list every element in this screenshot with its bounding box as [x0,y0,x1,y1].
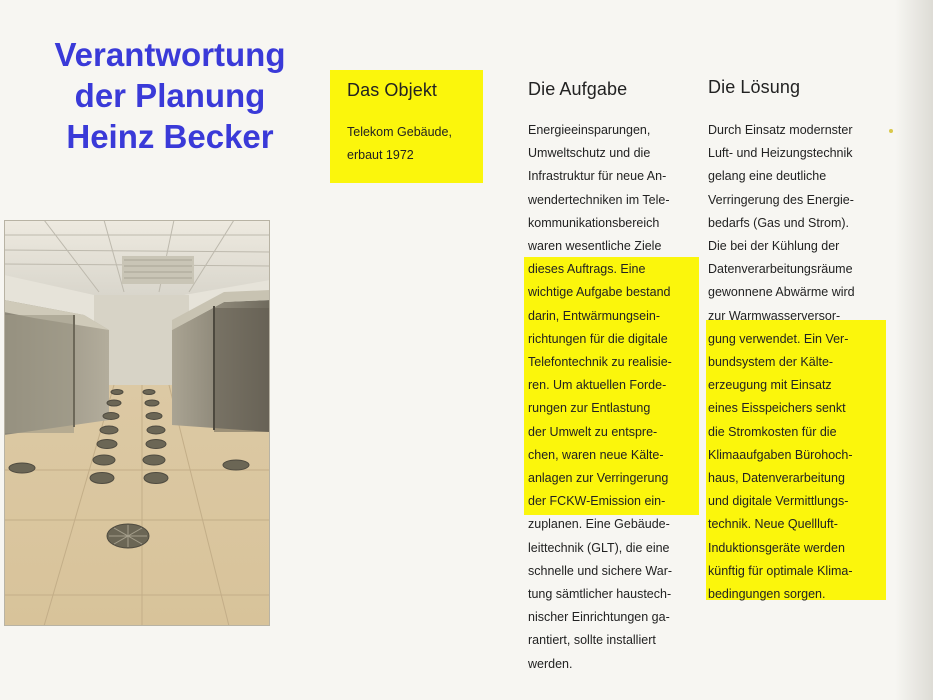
objekt-line: Telekom Gebäude, [347,125,452,139]
aufgabe-text [528,119,672,676]
loesung-line: gelang eine deutliche [708,169,827,184]
loesung-line: Die bei der Kühlung der [708,239,840,254]
loesung-line: Klimaaufgaben Bürohoch- [708,447,853,462]
aufgabe-line: nischer Einrichtungen ga- [528,610,670,625]
aufgabe-line: der Umwelt zu entspre- [528,424,658,439]
loesung-line: technik. Neue Quellluft- [708,517,838,532]
title-line-3: Heinz Becker [66,118,274,155]
loesung-line: Verringerung des Energie- [708,192,854,207]
aufgabe-line: waren wesentliche Ziele [528,239,662,254]
loesung-text [708,119,855,606]
loesung-line: gewonnene Abwärme wird [708,285,855,300]
aufgabe-heading: Die Aufgabe [528,79,628,99]
objekt-line: erbaut 1972 [347,148,414,163]
objekt-text [347,121,452,167]
loesung-line: bedingungen sorgen. [708,587,826,602]
aufgabe-line: Telefontechnik zu realisie- [528,355,672,370]
aufgabe-line: darin, Entwärmungsein- [528,308,661,323]
loesung-line: eines Eisspeichers senkt [708,401,846,416]
aufgabe-line: dieses Auftrags. Eine [528,262,646,277]
aufgabe-line: Energieeinsparungen, [528,123,651,137]
server-room-photo [4,220,270,626]
loesung-line: Induktionsgeräte werden [708,540,845,555]
loesung-line: haus, Datenverarbeitung [708,471,845,486]
aufgabe-line: tung sämtlicher haustech- [528,587,672,602]
loesung-line: bedarfs (Gas und Strom). [708,215,850,230]
loesung-line: gung verwendet. Ein Ver- [708,331,849,346]
loesung-heading: Die Lösung [708,77,801,97]
aufgabe-line: rungen zur Entlastung [528,401,651,416]
aufgabe-line: Umweltschutz und die [528,146,651,161]
aufgabe-line: Infrastruktur für neue An- [528,169,667,184]
aufgabe-line: schnelle und sichere War- [528,563,673,578]
page-edge-shadow [895,0,933,700]
page-title [20,34,320,157]
loesung-line: erzeugung mit Einsatz [708,378,832,393]
loesung-line: die Stromkosten für die [708,424,837,439]
loesung-line: und digitale Vermittlungs- [708,494,849,509]
loesung-line: Luft- und Heizungstechnik [708,146,853,161]
aufgabe-line: anlagen zur Verringerung [528,471,669,486]
aufgabe-line: zuplanen. Eine Gebäude- [528,517,670,532]
aufgabe-line: der FCKW-Emission ein- [528,494,666,509]
loesung-line: künftig für optimale Klima- [708,563,853,578]
decorative-dot [889,129,893,133]
title-line-2: der Planung [74,77,266,114]
aufgabe-line: chen, waren neue Kälte- [528,447,664,462]
aufgabe-line: wendertechniken im Tele- [528,192,670,207]
aufgabe-line: kommunikationsbereich [528,215,660,230]
aufgabe-line: wichtige Aufgabe bestand [528,285,671,300]
aufgabe-line: leittechnik (GLT), die eine [528,540,670,555]
aufgabe-line: ren. Um aktuellen Forde- [528,378,667,393]
loesung-line: Durch Einsatz modernster [708,123,853,137]
title-line-1: Verantwortung [54,36,286,73]
objekt-heading: Das Objekt [347,80,438,100]
aufgabe-line: richtungen für die digitale [528,331,668,346]
loesung-line: bundsystem der Kälte- [708,355,834,370]
aufgabe-line: rantiert, sollte installiert [528,633,656,648]
loesung-line: Datenverarbeitungsräume [708,262,853,277]
aufgabe-line: werden. [528,656,573,671]
loesung-line: zur Warmwasserversor- [708,308,841,323]
